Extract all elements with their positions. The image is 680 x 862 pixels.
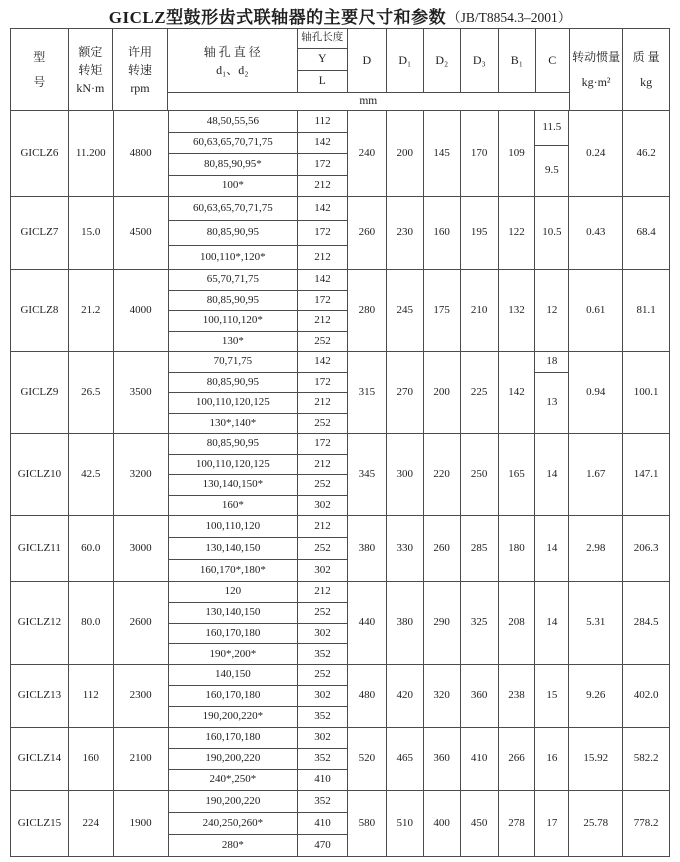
dim-D-cell: 345: [348, 434, 387, 515]
speed-cell: 3200: [114, 434, 169, 515]
dim-D-cell: 580: [348, 791, 387, 856]
bore-length-cell: 172: [298, 154, 348, 176]
col-header-B1: B₁: [499, 29, 536, 92]
col-header-D3: D₃: [461, 29, 499, 92]
dim-D1-cell: 380: [387, 582, 424, 664]
model-cell: GICLZ9: [11, 352, 69, 433]
torque-cell: 15.0: [69, 197, 114, 269]
dim-C-cell: 18: [535, 352, 569, 373]
bore-length-group: [298, 728, 348, 790]
bore-diameter-cell: 65,70,71,75: [169, 270, 299, 291]
inertia-cell: 0.61: [569, 270, 623, 351]
bore-diameter-cell: 240*,250*: [169, 770, 299, 790]
speed-cell: 2300: [114, 665, 169, 727]
dim-C-cell: 17: [535, 791, 569, 856]
dim-D2-cell: 145: [424, 111, 461, 196]
dim-C-group: [535, 791, 569, 856]
model-cell: GICLZ6: [11, 111, 69, 196]
dim-D3-cell: 410: [461, 728, 499, 790]
bore-diameter-cell: 130*: [169, 332, 299, 352]
bore-diameter-cell: 190,200,220*: [169, 707, 299, 727]
bore-length-group: [298, 434, 348, 515]
model-cell: GICLZ13: [11, 665, 69, 727]
torque-cell: 112: [69, 665, 114, 727]
dim-D-cell: 520: [348, 728, 387, 790]
mass-cell: 46.2: [636, 146, 656, 159]
mass-cell: 100.1: [633, 385, 659, 398]
dim-C-cell: 14: [535, 434, 569, 515]
speed-cell: 4500: [114, 197, 169, 269]
dim-C-group: [535, 728, 569, 790]
dim-C-group: [535, 582, 569, 664]
dim-D-cell: 480: [348, 665, 387, 727]
bore-length-cell: 252: [298, 665, 348, 686]
header-middle-group: [168, 29, 570, 110]
table-row: [11, 197, 669, 270]
mass-cell: 147.1: [633, 467, 659, 480]
bore-length-cell: 142: [298, 270, 348, 291]
dim-D-cell: 315: [348, 352, 387, 433]
dim-D2-cell: 200: [424, 352, 461, 433]
torque-cell: 42.5: [69, 434, 114, 515]
dim-D2-cell: 175: [424, 270, 461, 351]
bore-length-cell: 212: [298, 455, 348, 476]
bore-diameter-cell: 190*,200*: [169, 644, 299, 664]
dim-D-cell: 240: [348, 111, 387, 196]
inertia-cell: 0.94: [569, 352, 623, 433]
speed-cell: 3500: [114, 352, 169, 433]
bore-diameter-cell: 70,71,75: [169, 352, 299, 373]
col-header-speed: 许用 转速 rpm: [113, 29, 168, 110]
dimension-table: [10, 28, 670, 857]
dim-D2-cell: 220: [424, 434, 461, 515]
model-cell: GICLZ8: [11, 270, 69, 351]
bore-diameter-cell: 48,50,55,56: [169, 111, 299, 133]
bore-length-cell: 302: [298, 686, 348, 707]
title-main: GICLZ型鼓形齿式联轴器的主要尺寸和参数: [108, 8, 447, 27]
bore-diameter-cell: 60,63,65,70,71,75: [169, 133, 299, 155]
bore-length-cell: 212: [298, 176, 348, 197]
dim-B1-cell: 109: [499, 111, 536, 196]
bore-length-cell: 142: [298, 352, 348, 373]
dim-D2-cell: 360: [424, 728, 461, 790]
dim-C-cell: 16: [535, 728, 569, 790]
bore-diameter-cell: 100,110,120,125: [169, 455, 299, 476]
bore-length-cell: 252: [298, 414, 348, 434]
table-row: [11, 582, 669, 665]
dim-C-cell: 15: [535, 665, 569, 727]
speed-cell: 1900: [114, 791, 169, 856]
bore-diameter-cell: 130*,140*: [169, 414, 299, 434]
bore-length-cell: 410: [298, 770, 348, 790]
bore-length-group: [298, 352, 348, 433]
dim-D3-cell: 285: [461, 516, 499, 581]
bore-length-cell: 172: [298, 373, 348, 394]
col-header-mass: 质 量 kg: [632, 50, 660, 89]
dim-C-group: [535, 111, 569, 196]
dim-D-cell: 380: [348, 516, 387, 581]
bore-diameter-cell: 100,110*,120*: [169, 246, 299, 269]
bore-length-cell: 142: [298, 197, 348, 221]
dim-C-group: [535, 352, 569, 433]
bore-length-cell: 142: [298, 133, 348, 155]
table-row: [11, 111, 669, 197]
bore-diameter-cell: 80,85,90,95: [169, 373, 299, 394]
dim-D1-cell: 330: [387, 516, 424, 581]
bore-diameter-cell: 120: [169, 582, 299, 603]
bore-diameter-cell: 80,85,90,95: [169, 291, 299, 312]
bore-length-cell: 470: [298, 835, 348, 856]
mass-cell: 81.1: [636, 303, 656, 316]
dim-D1-cell: 465: [387, 728, 424, 790]
mass-cell: 284.5: [633, 616, 659, 629]
inertia-cell: 9.26: [569, 665, 623, 727]
speed-cell: 2100: [114, 728, 169, 790]
bore-length-cell: 252: [298, 475, 348, 496]
model-cell: GICLZ14: [11, 728, 69, 790]
bore-diameter-cell: 130,140,150: [169, 603, 299, 624]
dim-D2-cell: 400: [424, 791, 461, 856]
torque-cell: 160: [69, 728, 114, 790]
dim-D1-cell: 300: [387, 434, 424, 515]
dim-D2-cell: 320: [424, 665, 461, 727]
dim-D3-cell: 195: [461, 197, 499, 269]
bore-length-group: [298, 665, 348, 727]
bore-length-cell: 212: [298, 246, 348, 269]
speed-cell: 4800: [114, 111, 169, 196]
model-cell: GICLZ10: [11, 434, 69, 515]
bore-length-cell: 212: [298, 582, 348, 603]
bore-length-group: [298, 516, 348, 581]
mass-cell: 778.2: [633, 816, 659, 829]
col-header-D2: D₂: [424, 29, 461, 92]
model-cell: GICLZ12: [11, 582, 69, 664]
dim-D3-cell: 250: [461, 434, 499, 515]
unit-mm-cell: mm: [168, 93, 570, 110]
bore-diameter-group: [169, 582, 299, 664]
torque-cell: 21.2: [69, 270, 114, 351]
bore-length-cell: 252: [298, 538, 348, 560]
title-standard-ref: （JB/T8854.3–2001）: [447, 9, 572, 25]
bore-diameter-cell: 80,85,90,95: [169, 434, 299, 455]
bore-length-group: [298, 582, 348, 664]
header-middle-top: [168, 29, 570, 93]
col-header-bore-length: 轴孔长度 Y L: [298, 29, 348, 92]
dim-D3-cell: 450: [461, 791, 499, 856]
col-header-bore-diameter: 轴 孔 直 径 d₁、d₂: [168, 29, 298, 92]
dim-B1-cell: 208: [499, 582, 536, 664]
bore-diameter-group: [169, 352, 299, 433]
dim-B1-cell: 142: [499, 352, 536, 433]
bore-length-cell: 352: [298, 749, 348, 770]
dim-D3-cell: 170: [461, 111, 499, 196]
bore-length-cell: 212: [298, 311, 348, 332]
dim-C-cell: 9.5: [535, 146, 569, 196]
bore-length-cell: 302: [298, 496, 348, 516]
bore-length-cell: 352: [298, 791, 348, 813]
dim-B1-cell: 132: [499, 270, 536, 351]
dim-D2-cell: 290: [424, 582, 461, 664]
dim-D3-cell: 360: [461, 665, 499, 727]
inertia-cell: 1.67: [569, 434, 623, 515]
model-cell: GICLZ11: [11, 516, 69, 581]
bore-diameter-group: [169, 665, 299, 727]
dim-D-cell: 260: [348, 197, 387, 269]
bore-diameter-cell: 100,110,120: [169, 516, 299, 538]
dim-C-cell: 14: [535, 516, 569, 581]
speed-cell: 3000: [114, 516, 169, 581]
col-header-D1: D₁: [387, 29, 424, 92]
speed-cell: 4000: [114, 270, 169, 351]
mass-cell: 402.0: [633, 689, 659, 702]
table-row: [11, 728, 669, 791]
bore-diameter-cell: 140,150: [169, 665, 299, 686]
bore-diameter-group: [169, 197, 299, 269]
inertia-cell: 25.78: [569, 791, 623, 856]
dim-D2-cell: 160: [424, 197, 461, 269]
torque-cell: 11.200: [69, 111, 114, 196]
bore-length-group: [298, 111, 348, 196]
bore-diameter-group: [169, 516, 299, 581]
bore-diameter-cell: 80,85,90,95: [169, 221, 299, 245]
dim-B1-cell: 165: [499, 434, 536, 515]
bore-length-group: [298, 197, 348, 269]
bore-length-cell: 172: [298, 434, 348, 455]
table-row: [11, 516, 669, 582]
dim-D1-cell: 200: [387, 111, 424, 196]
bore-length-cell: 302: [298, 624, 348, 645]
bore-diameter-group: [169, 434, 299, 515]
col-header-C: C: [536, 29, 570, 92]
table-header: [11, 29, 669, 111]
col-header-length-L: L: [318, 74, 326, 87]
dim-D3-cell: 210: [461, 270, 499, 351]
bore-diameter-cell: 190,200,220: [169, 749, 299, 770]
bore-length-cell: 252: [298, 603, 348, 624]
dim-D2-cell: 260: [424, 516, 461, 581]
dim-D1-cell: 420: [387, 665, 424, 727]
dim-C-group: [535, 270, 569, 351]
model-cell: GICLZ15: [11, 791, 69, 856]
col-header-torque: 额定 转矩 kN·m: [69, 29, 114, 110]
bore-length-group: [298, 270, 348, 351]
dim-D1-cell: 230: [387, 197, 424, 269]
dim-B1-cell: 278: [499, 791, 536, 856]
bore-diameter-group: [169, 111, 299, 196]
bore-length-cell: 212: [298, 393, 348, 414]
mass-cell: 206.3: [633, 541, 659, 554]
col-header-length-Y: Y: [298, 49, 347, 71]
torque-cell: 80.0: [69, 582, 114, 664]
dim-B1-cell: 122: [499, 197, 536, 269]
inertia-cell: 0.24: [569, 111, 623, 196]
dim-B1-cell: 180: [499, 516, 536, 581]
dim-C-group: [535, 516, 569, 581]
bore-diameter-cell: 280*: [169, 835, 299, 856]
table-row: [11, 352, 669, 434]
mass-cell: 68.4: [636, 226, 656, 239]
inertia-cell: 5.31: [569, 582, 623, 664]
col-header-D: D: [348, 29, 387, 92]
model-cell: GICLZ7: [11, 197, 69, 269]
dim-C-group: [535, 434, 569, 515]
inertia-cell: 0.43: [569, 197, 623, 269]
dim-B1-cell: 238: [499, 665, 536, 727]
torque-cell: 224: [69, 791, 114, 856]
torque-cell: 26.5: [69, 352, 114, 433]
bore-diameter-cell: 190,200,220: [169, 791, 299, 813]
bore-length-cell: 352: [298, 644, 348, 664]
bore-diameter-cell: 240,250,260*: [169, 813, 299, 835]
bore-diameter-group: [169, 270, 299, 351]
mass-cell: 582.2: [633, 752, 659, 765]
bore-diameter-cell: 160,170,180: [169, 686, 299, 707]
table-row: [11, 791, 669, 856]
page-title: [10, 3, 670, 28]
dim-C-cell: 13: [535, 373, 569, 433]
dim-C-cell: 10.5: [535, 197, 569, 269]
dim-C-group: [535, 665, 569, 727]
dim-C-cell: 11.5: [535, 111, 569, 146]
bore-diameter-group: [169, 728, 299, 790]
dim-C-cell: 14: [535, 582, 569, 664]
col-header-model: 型 号: [11, 29, 69, 110]
bore-diameter-cell: 160,170,180: [169, 728, 299, 749]
bore-diameter-group: [169, 791, 299, 856]
table-row: [11, 434, 669, 516]
bore-diameter-cell: 130,140,150: [169, 538, 299, 560]
dim-B1-cell: 266: [499, 728, 536, 790]
bore-diameter-cell: 80,85,90,95*: [169, 154, 299, 176]
dim-D-cell: 280: [348, 270, 387, 351]
table-row: [11, 665, 669, 728]
dim-D1-cell: 245: [387, 270, 424, 351]
dim-D1-cell: 270: [387, 352, 424, 433]
bore-diameter-cell: 60,63,65,70,71,75: [169, 197, 299, 221]
bore-length-cell: 302: [298, 728, 348, 749]
bore-diameter-cell: 100*: [169, 176, 299, 197]
bore-length-cell: 352: [298, 707, 348, 727]
bore-diameter-cell: 160*: [169, 496, 299, 516]
torque-cell: 60.0: [69, 516, 114, 581]
bore-length-cell: 212: [298, 516, 348, 538]
bore-diameter-cell: 100,110,120*: [169, 311, 299, 332]
bore-diameter-cell: 160,170*,180*: [169, 560, 299, 581]
bore-length-cell: 410: [298, 813, 348, 835]
bore-diameter-cell: 100,110,120,125: [169, 393, 299, 414]
speed-cell: 2600: [114, 582, 169, 664]
bore-length-cell: 302: [298, 560, 348, 581]
bore-length-group: [298, 791, 348, 856]
dim-D3-cell: 225: [461, 352, 499, 433]
table-row: [11, 270, 669, 352]
inertia-cell: 2.98: [569, 516, 623, 581]
bore-diameter-cell: 130,140,150*: [169, 475, 299, 496]
inertia-cell: 15.92: [569, 728, 623, 790]
col-header-inertia: 转动惯量 kg·m²: [570, 29, 624, 110]
dim-C-group: [535, 197, 569, 269]
dim-D3-cell: 325: [461, 582, 499, 664]
bore-diameter-cell: 160,170,180: [169, 624, 299, 645]
bore-length-cell: 112: [298, 111, 348, 133]
bore-length-cell: 252: [298, 332, 348, 352]
bore-length-cell: 172: [298, 221, 348, 245]
dim-D1-cell: 510: [387, 791, 424, 856]
dim-D-cell: 440: [348, 582, 387, 664]
table-body: [11, 111, 669, 856]
bore-length-cell: 172: [298, 291, 348, 312]
dim-C-cell: 12: [535, 270, 569, 351]
